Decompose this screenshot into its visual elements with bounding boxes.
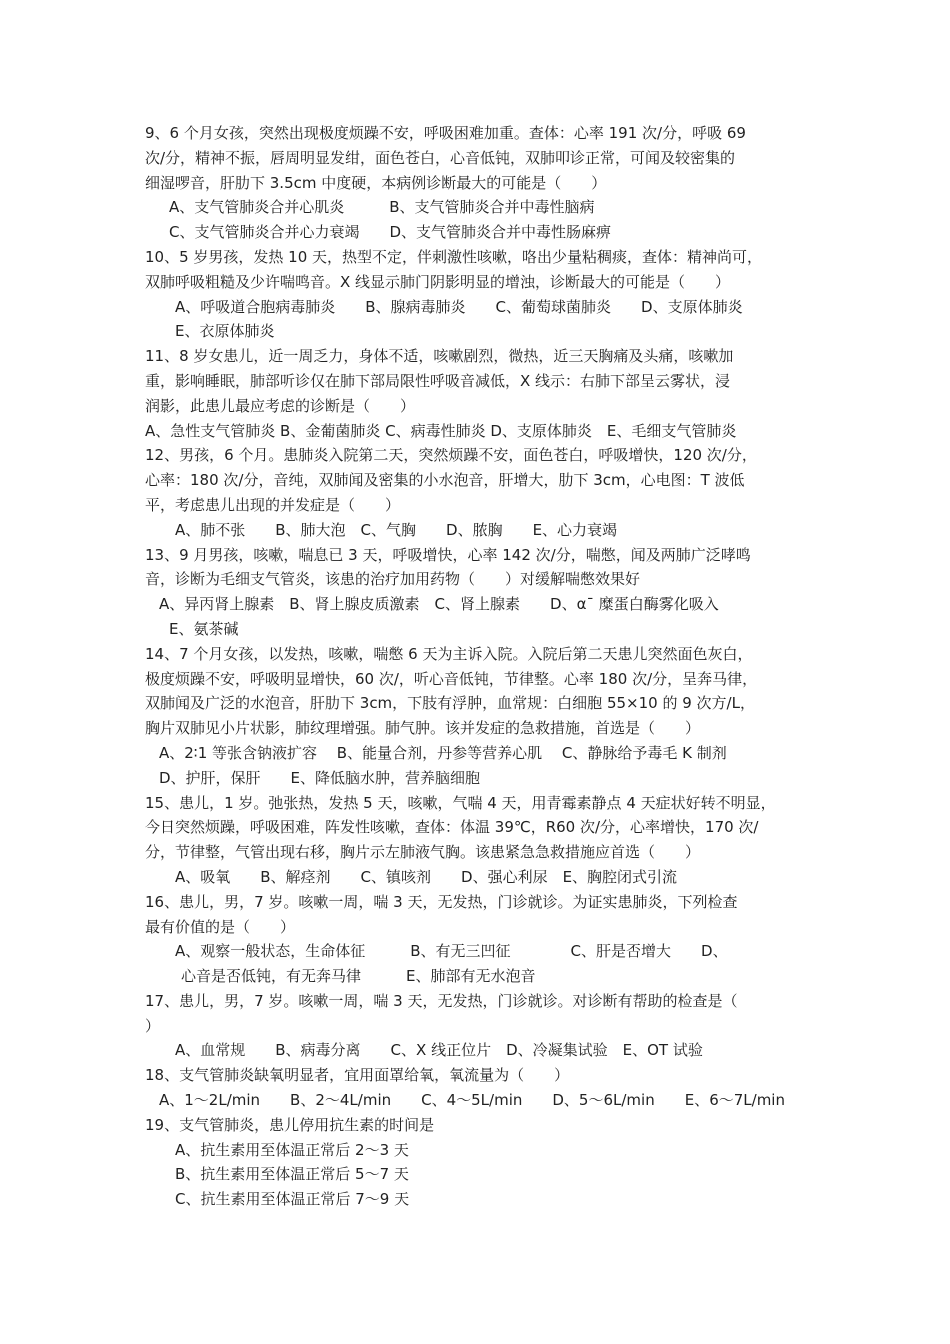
question-stem-line: 次/分，精神不振，唇周明显发绀，面色苍白，心音低钝，双肺叩诊正常，可闻及较密集的: [145, 148, 736, 167]
question-stem-line: 细湿啰音，肝肋下 3.5cm 中度硬，本病例诊断最大的可能是（ ）: [145, 173, 607, 192]
question-stem-line: 10、5 岁男孩，发热 10 天，热型不定，伴刺激性咳嗽，咯出少量粘稠痰，查体：精神尚可，: [145, 247, 763, 266]
question-stem-line: 9、6 个月女孩，突然出现极度烦躁不安，呼吸困难加重。查体：心率 191 次/分，呼吸 69: [145, 124, 746, 142]
question-stem-line: 最有价值的是（ ）: [145, 917, 296, 936]
question-options-line: B、抗生素用至体温正常后 5～7 天: [175, 1165, 409, 1184]
question-stem-line: 15、患儿，1 岁。弛张热，发热 5 天，咳嗽，气喘 4 天，用青霉素静点 4 天症状好转不明显，: [145, 793, 776, 812]
question-stem-line: 双肺呼吸粗糙及少许喘鸣音。X 线显示肺门阴影明显的增浊，诊断最大的可能是（ ）: [145, 272, 731, 291]
question-16: [145, 890, 815, 989]
question-options-line: A、异丙肾上腺素 B、肾上腺皮质激素 C、肾上腺素 D、α¯ 糜蛋白酶雾化吸入: [159, 595, 719, 614]
question-10: [145, 245, 815, 344]
question-stem-line: 14、7 个月女孩，以发热，咳嗽，喘憋 6 天为主诉入院。入院后第二天患儿突然面色灰白，: [145, 644, 753, 663]
question-stem-line: 17、患儿，男，7 岁。咳嗽一周，喘 3 天，无发热，门诊就诊。对诊断有帮助的检查是（: [145, 991, 738, 1010]
question-stem-line: 重，影响睡眠，肺部听诊仅在肺下部局限性呼吸音减低，X 线示：右肺下部呈云雾状，浸: [145, 371, 731, 390]
question-9: [145, 121, 815, 245]
question-stem-line: 胸片双肺见小片状影，肺纹理增强。肺气肿。该并发症的急救措施，首选是（ ）: [145, 719, 701, 738]
question-stem-line: 极度烦躁不安，呼吸明显增快，60 次/，听心音低钝，节律整。心率 180 次/分，呈奔马律，: [145, 669, 758, 688]
question-options-line: A、吸氧 B、解痉剂 C、镇咳剂 D、强心利尿 E、胸腔闭式引流: [175, 867, 678, 886]
question-options-line: A、肺不张 B、肺大泡 C、气胸 D、脓胸 E、心力衰竭: [175, 520, 618, 539]
question-15: [145, 791, 815, 890]
question-stem-line: 19、支气管肺炎，患儿停用抗生素的时间是: [145, 1115, 435, 1134]
question-options-line: D、护肝，保肝 E、降低脑水肿，营养脑细胞: [159, 768, 481, 787]
question-17: [145, 989, 815, 1063]
question-options-line: A、2∶1 等张含钠液扩容 B、能量合剂，丹参等营养心肌 C、静脉给予毒毛 K 制剂: [159, 743, 727, 762]
question-stem-line: 18、支气管肺炎缺氧明显者，宜用面罩给氧，氧流量为（ ）: [145, 1066, 570, 1085]
question-11: [145, 344, 815, 443]
question-options-line: A、1～2L/min B、2～4L/min C、4～5L/min D、5～6L/min E、6～7L/min: [159, 1091, 785, 1110]
question-13: [145, 543, 815, 642]
question-options-line: A、血常规 B、病毒分离 C、X 线正位片 D、冷凝集试验 E、OT 试验: [175, 1041, 703, 1060]
question-stem-line: 13、9 月男孩，咳嗽，喘息已 3 天，呼吸增快，心率 142 次/分，喘憋，闻及两肺广泛哮鸣: [145, 545, 751, 564]
question-stem-line: 12、男孩，6 个月。患肺炎入院第二天，突然烦躁不安，面色苍白，呼吸增快，120 次/分，: [145, 446, 757, 465]
question-stem-line: 今日突然烦躁，呼吸困难，阵发性咳嗽，查体：体温 39℃，R60 次/分，心率增快，170 次/: [145, 818, 759, 837]
question-stem-line: 润影，此患儿最应考虑的诊断是（ ）: [145, 396, 416, 415]
question-options-line: A、观察一般状态，生命体征 B、有无三凹征 C、肝是否增大 D、: [175, 942, 728, 961]
question-stem-line: 分，节律整，气管出现右移，胸片示左肺液气胸。该患紧急急救措施应首选（ ）: [145, 843, 701, 862]
question-14: [145, 642, 815, 791]
question-stem-line: 16、患儿，男，7 岁。咳嗽一周，喘 3 天，无发热，门诊就诊。为证实患肺炎，下列检查: [145, 892, 738, 911]
question-stem-line: 平，考虑患儿出现的并发症是（ ）: [145, 495, 401, 514]
question-options-line: 心音是否低钝，有无奔马律 E、肺部有无水泡音: [181, 967, 536, 986]
question-options-line: A、呼吸道合胞病毒肺炎 B、腺病毒肺炎 C、葡萄球菌肺炎 D、支原体肺炎: [175, 297, 743, 316]
question-options-line: A、支气管肺炎合并心肌炎 B、支气管肺炎合并中毒性脑病: [169, 198, 595, 217]
question-19: [145, 1113, 815, 1212]
question-stem-line: 双肺闻及广泛的水泡音，肝肋下 3cm，下肢有浮肿，血常规：白细胞 55×10 的 9 次方/L，: [145, 694, 755, 713]
question-options-line: A、急性支气管肺炎 B、金葡菌肺炎 C、病毒性肺炎 D、支原体肺炎 E、毛细支气管肺炎: [145, 421, 737, 440]
question-options-line: A、抗生素用至体温正常后 2～3 天: [175, 1140, 409, 1159]
question-stem-line: ）: [145, 1016, 161, 1035]
question-options-line: E、衣原体肺炎: [175, 322, 275, 341]
question-12: [145, 443, 815, 542]
question-stem-line: 心率：180 次/分，音纯，双肺闻及密集的小水泡音，肝增大，肋下 3cm，心电图：T 波低: [145, 471, 745, 490]
question-stem-line: 11、8 岁女患儿，近一周乏力，身体不适，咳嗽剧烈，微热，近三天胸痛及头痛，咳嗽加: [145, 347, 734, 366]
question-options-line: C、支气管肺炎合并心力衰竭 D、支气管肺炎合并中毒性肠麻痹: [169, 223, 612, 242]
document-body: [145, 121, 815, 1212]
question-stem-line: 音，诊断为毛细支气管炎，该患的治疗加用药物（ ）对缓解喘憋效果好: [145, 570, 641, 589]
question-options-line: E、氨茶碱: [169, 619, 239, 638]
question-options-line: C、抗生素用至体温正常后 7～9 天: [175, 1190, 410, 1209]
question-18: [145, 1063, 815, 1113]
